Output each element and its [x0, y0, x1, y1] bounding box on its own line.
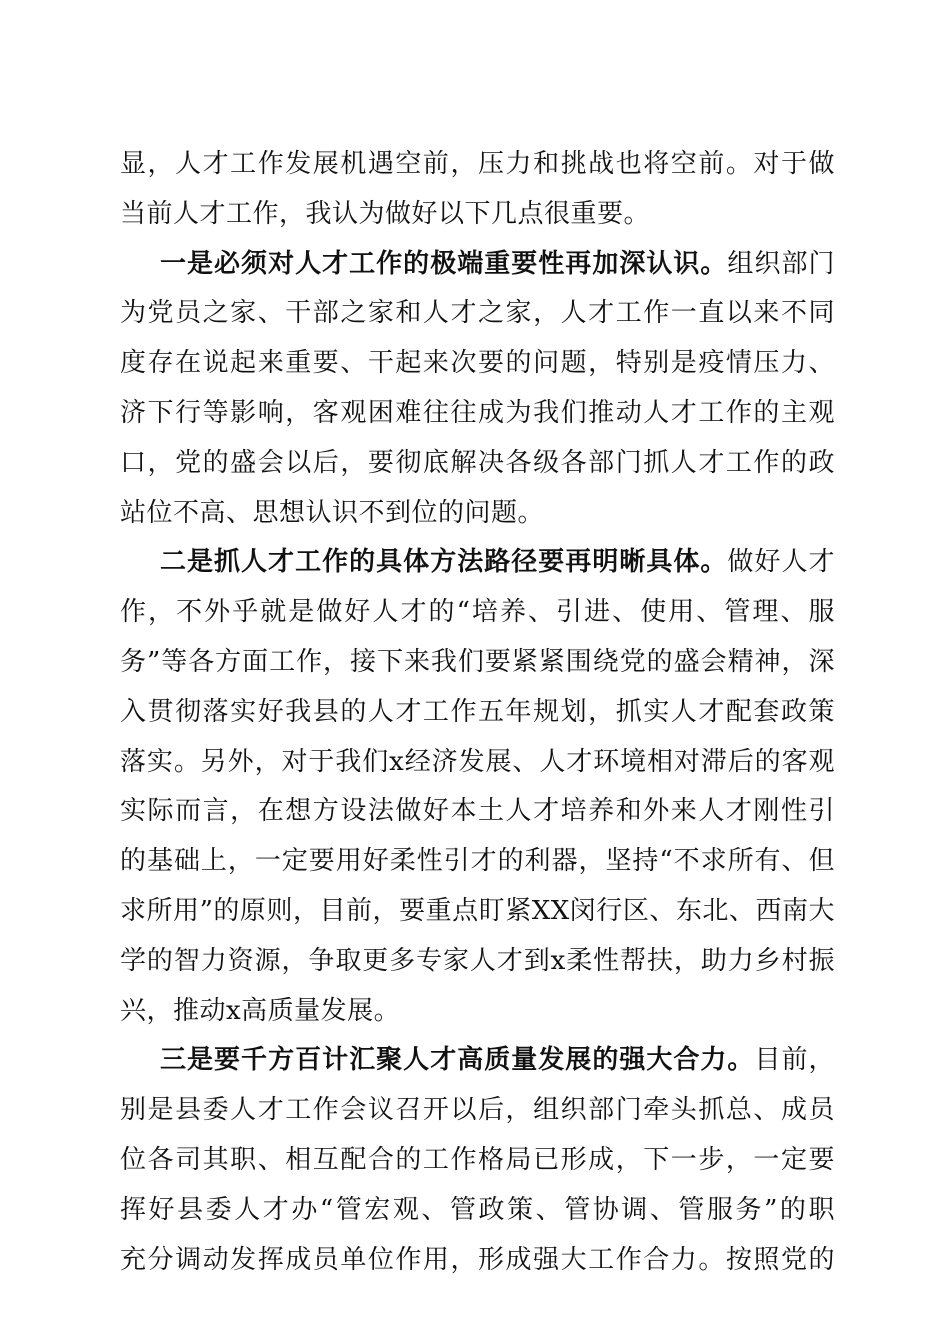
line-text: 兴，推动x高质量发展。	[120, 995, 401, 1026]
line-text: 口，党的盛会以后，要彻底解决各级各部门抓人才工作的政	[120, 447, 835, 478]
line-text: 度存在说起来重要、干起来次要的问题，特别是疫情压力、	[120, 348, 835, 379]
text-line	[120, 1136, 835, 1186]
text-line	[120, 837, 835, 887]
text-line	[120, 339, 835, 389]
document-body	[120, 140, 835, 1285]
line-text: 作，不外乎就是做好人才的“培养、引进、使用、管理、服	[120, 597, 835, 628]
text-line	[120, 638, 835, 688]
line-text: 站位不高、思想认识不到位的问题。	[120, 497, 545, 528]
text-line	[120, 289, 835, 339]
line-text: 位各司其职、相互配合的工作格局已形成，下一步，一定要	[120, 1144, 835, 1175]
text-line	[120, 787, 835, 837]
text-line	[120, 389, 835, 439]
line-text: 为党员之家、干部之家和人才之家，人才工作一直以来不同	[120, 298, 835, 329]
line-text: 务”等各方面工作，接下来我们要紧紧围绕党的盛会精神，深	[120, 646, 835, 677]
paragraph-heading: 三是要千方百计汇聚人才高质量发展的强大合力。	[160, 1045, 755, 1076]
line-text: 挥好县委人才办“管宏观、管政策、管协调、管服务”的职	[120, 1194, 835, 1225]
line-text: 落实。另外，对于我们x经济发展、人才环境相对滞后的客观	[120, 746, 835, 777]
text-line	[120, 738, 835, 788]
line-text: 显，人才工作发展机遇空前，压力和挑战也将空前。对于做	[120, 149, 835, 179]
line-text: 入贯彻落实好我县的人才工作五年规划，抓实人才配套政策	[120, 696, 835, 727]
line-text: 求所用”的原则，目前，要重点盯紧XX闵行区、东北、西南大	[120, 895, 835, 926]
text-line	[120, 439, 835, 489]
text-line	[120, 1086, 835, 1136]
paragraph-heading: 二是抓人才工作的具体方法路径要再明晰具体。	[160, 547, 728, 578]
line-text: 做好人才	[727, 547, 835, 578]
line-text: 目前，	[754, 1045, 835, 1076]
text-line	[120, 489, 835, 539]
text-line	[120, 887, 835, 937]
line-text: 的基础上，一定要用好柔性引才的利器，坚持“不求所有、但	[120, 846, 835, 877]
line-text: 学的智力资源，争取更多专家人才到x柔性帮扶，助力乡村振	[120, 945, 835, 976]
text-line	[120, 688, 835, 738]
line-text: 当前人才工作，我认为做好以下几点很重要。	[120, 198, 651, 229]
text-line	[120, 240, 835, 290]
line-text: 别是县委人才工作会议召开以后，组织部门牵头抓总、成员	[120, 1095, 835, 1126]
line-text: 实际而言，在想方设法做好本土人才培养和外来人才刚性引	[120, 796, 835, 827]
text-line	[120, 1036, 835, 1086]
line-text: 组织部门	[727, 248, 835, 279]
line-text: 济下行等影响，客观困难往往成为我们推动人才工作的主观	[120, 397, 835, 428]
text-line	[120, 588, 835, 638]
text-line	[120, 937, 835, 987]
text-line	[120, 1236, 835, 1286]
text-line	[120, 1186, 835, 1236]
text-line	[120, 190, 835, 240]
text-line	[120, 140, 835, 190]
text-line	[120, 987, 835, 1037]
text-line	[120, 538, 835, 588]
line-text: 充分调动发挥成员单位作用，形成强大工作合力。按照党的	[120, 1244, 835, 1275]
paragraph-heading: 一是必须对人才工作的极端重要性再加深认识。	[160, 248, 728, 279]
